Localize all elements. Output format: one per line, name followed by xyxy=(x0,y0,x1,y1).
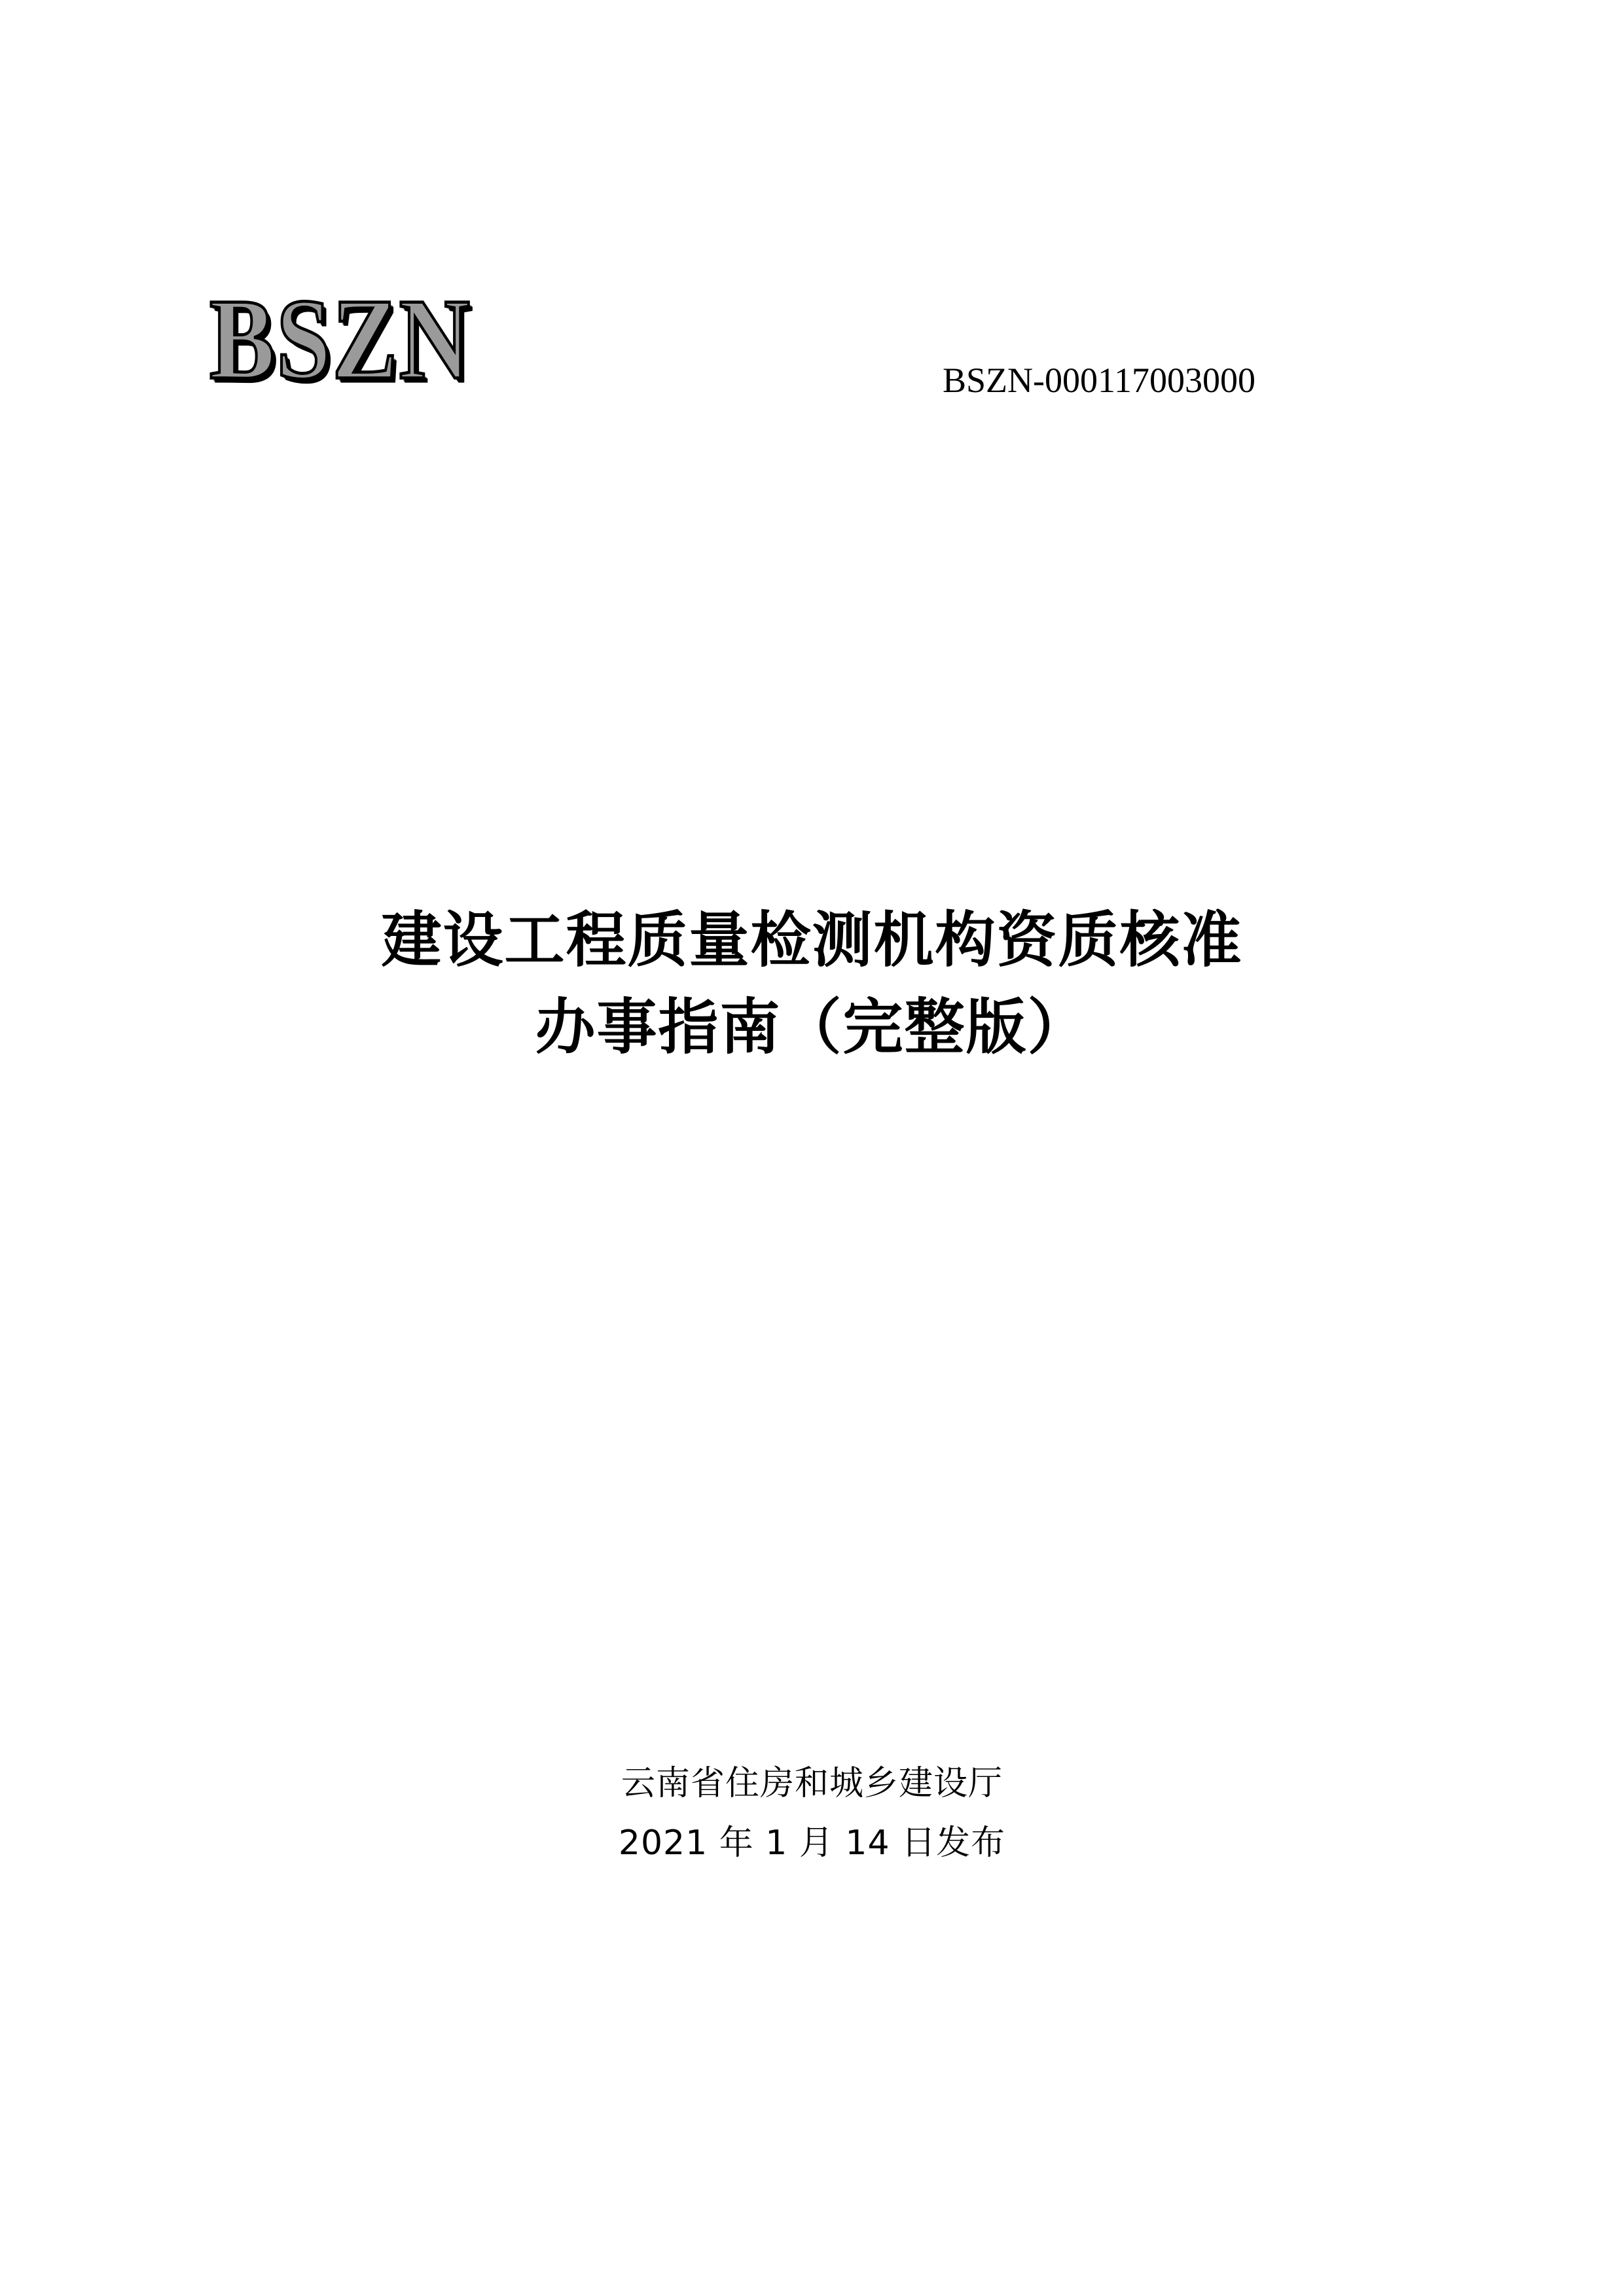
title-line-1: 建设工程质量检测机构资质核准 xyxy=(381,905,1243,975)
document-code: BSZN-000117003000 xyxy=(943,361,1256,400)
bszn-logo: BSZN xyxy=(209,275,471,404)
issue-date: 2021 年 1 月 14 日发布 xyxy=(618,1823,1006,1863)
title-line-2: 办事指南（完整版） xyxy=(535,992,1089,1063)
document-header xyxy=(0,275,1624,452)
document-footer xyxy=(0,1754,1624,1873)
document-title xyxy=(0,897,1624,1071)
issuing-authority: 云南省住房和城乡建设厅 xyxy=(621,1764,1003,1803)
